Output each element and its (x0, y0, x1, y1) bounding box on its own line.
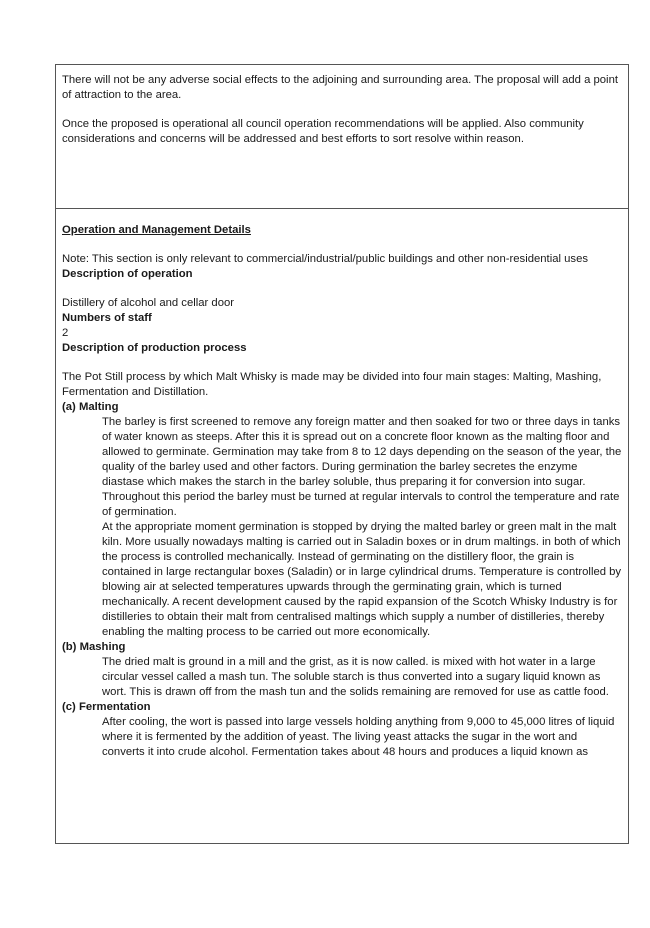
operational-recommendations-paragraph: Once the proposed is operational all council operation recommendations will be applied. Also community considerations and concerns will be addressed and best efforts to sort resolve within reason. (62, 118, 584, 145)
operation-management-box (55, 208, 629, 844)
malting-paragraph-1: The barley is first screened to remove any foreign matter and then soaked for two or three days in tanks of water known as steeps. After this it is spread out on a concrete floor known as the malting floor and allowed to germinate. Germination may take from 8 to 12 days depending on the season of the year, the quality of the barley used and other factors. During germination the barley secretes the enzyme diastase which makes the starch in the barley soluble, thus preparing it for conversion into sugar. Throughout this period the barley must be turned at regular intervals to control the temperature and rate of germination. (102, 416, 622, 518)
process-intro: The Pot Still process by which Malt Whisky is made may be divided into four main stages: Malting, Mashing, Fermentation and Distillation. (62, 371, 602, 398)
section-title: Operation and Management Details (62, 224, 251, 236)
fermentation-paragraph: After cooling, the wort is passed into large vessels holding anything from 9,000 to 45,000 litres of liquid where it is fermented by the addition of yeast. The living yeast attacks the sugar in the wort and converts it into crude alcohol. Fermentation takes about 48 hours and produces a liquid known as (102, 716, 615, 758)
operation-heading: Description of operation (62, 268, 193, 280)
malting-paragraph-2: At the appropriate moment germination is stopped by drying the malted barley or green malt in the malt kiln. More usually nowadays malting is carried out in Saladin boxes or in drum maltings. in both of which the process is controlled mechanically. Instead of germinating on the distillery floor, the grain is contained in large rectangular boxes (Saladin) or in large cylindrical drums. Temperature is controlled by blowing air at selected temperatures upwards through the germinating grain, which is turned mechanically. A recent development caused by the rapid expansion of the Scotch Whisky Industry is for distilleries to obtain their malt from centralised maltings which supply a number of distilleries, thereby enabling the malting process to be carried out more economically. (102, 521, 622, 638)
section-note: Note: This section is only relevant to commercial/industrial/public buildings and other non-residential uses (62, 253, 588, 265)
mashing-heading: (b) Mashing (62, 641, 126, 653)
social-effects-paragraph: There will not be any adverse social effects to the adjoining and surrounding area. The proposal will add a point of attraction to the area. (62, 74, 618, 101)
operation-text: Distillery of alcohol and cellar door (62, 297, 235, 309)
social-effects-box (55, 64, 629, 209)
process-heading: Description of production process (62, 342, 247, 354)
mashing-paragraph: The dried malt is ground in a mill and the grist, as it is now called. is mixed with hot water in a large circular vessel called a mash tun. The soluble starch is thus converted into a sugary liquid known as wort. This is drawn off from the mash tun and the solids remaining are removed for use as cattle food. (102, 656, 609, 698)
fermentation-heading: (c) Fermentation (62, 701, 151, 713)
malting-heading: (a) Malting (62, 401, 119, 413)
staff-value: 2 (62, 327, 69, 339)
staff-heading: Numbers of staff (62, 312, 152, 324)
